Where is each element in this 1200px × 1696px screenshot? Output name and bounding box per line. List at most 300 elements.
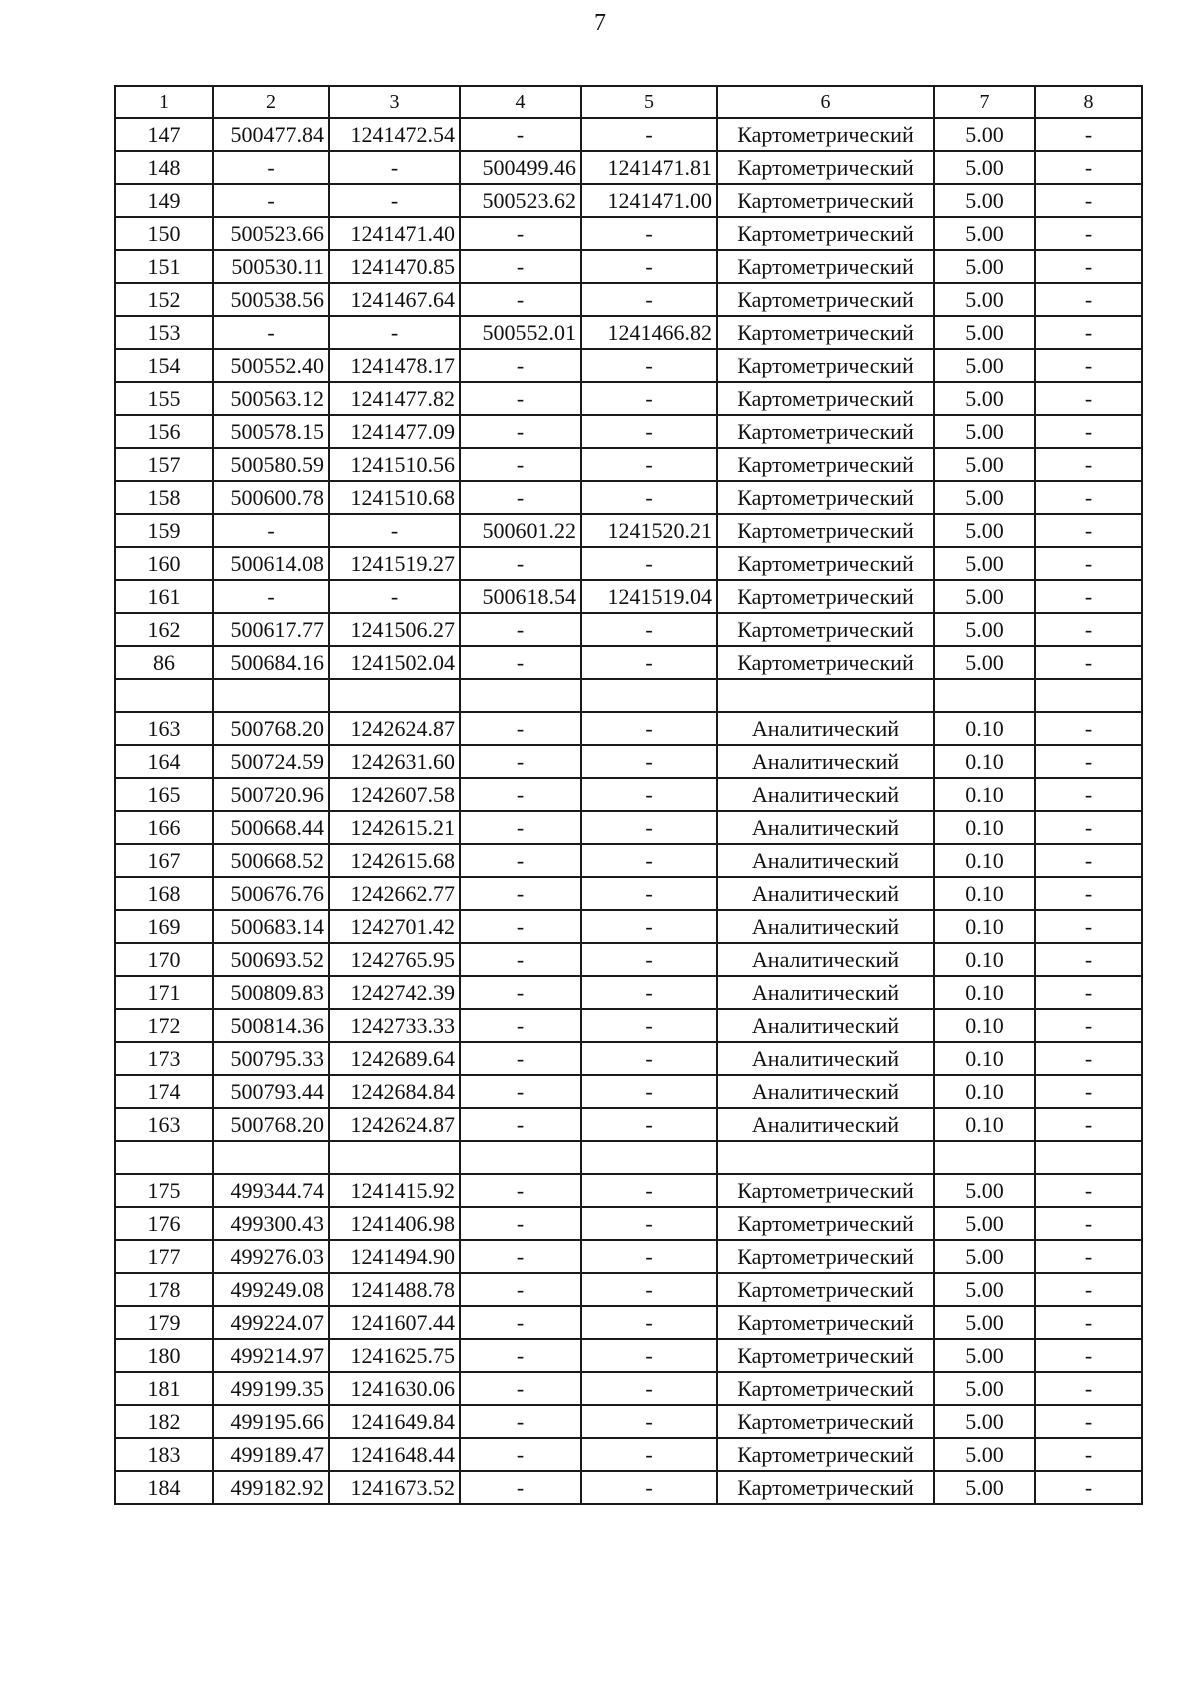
cell-accuracy: 5.00	[934, 151, 1035, 184]
table-row	[115, 481, 1142, 514]
cell-accuracy: 0.10	[934, 844, 1035, 877]
cell-method: Аналитический	[717, 778, 934, 811]
column-header-4: 4	[460, 86, 581, 118]
cell-method: Картометрический	[717, 514, 934, 547]
cell-method: Картометрический	[717, 1207, 934, 1240]
cell-point-number: 86	[115, 646, 213, 679]
cell-accuracy: 5.00	[934, 316, 1035, 349]
cell-note: -	[1035, 943, 1142, 976]
cell-x-alt-coordinate: -	[460, 1306, 581, 1339]
cell-accuracy: 5.00	[934, 184, 1035, 217]
cell-point-number: 168	[115, 877, 213, 910]
cell-y-alt-coordinate: -	[581, 943, 717, 976]
cell-x-alt-coordinate: -	[460, 877, 581, 910]
cell-note: -	[1035, 910, 1142, 943]
table-row	[115, 349, 1142, 382]
cell-x-alt-coordinate: -	[460, 250, 581, 283]
cell-x-coordinate: 500693.52	[213, 943, 329, 976]
cell-y-alt-coordinate: -	[581, 877, 717, 910]
cell-note: -	[1035, 811, 1142, 844]
cell-y-alt-coordinate: -	[581, 1075, 717, 1108]
cell-method: Картометрический	[717, 1240, 934, 1273]
cell-x-coordinate: 500724.59	[213, 745, 329, 778]
cell-y-alt-coordinate: 1241466.82	[581, 316, 717, 349]
cell-y-coordinate: -	[329, 580, 460, 613]
table-row	[115, 283, 1142, 316]
cell-note: -	[1035, 448, 1142, 481]
cell-method: Картометрический	[717, 184, 934, 217]
cell-method: Аналитический	[717, 877, 934, 910]
cell-point-number: 153	[115, 316, 213, 349]
cell-accuracy: 5.00	[934, 1306, 1035, 1339]
cell-y-coordinate: 1242607.58	[329, 778, 460, 811]
table-row	[115, 712, 1142, 745]
cell-accuracy: 5.00	[934, 1240, 1035, 1273]
cell-method: Картометрический	[717, 1174, 934, 1207]
column-header-3: 3	[329, 86, 460, 118]
cell-method: Картометрический	[717, 613, 934, 646]
column-header-1: 1	[115, 86, 213, 118]
cell-method: Картометрический	[717, 1471, 934, 1504]
cell-accuracy: 5.00	[934, 118, 1035, 151]
cell-y-coordinate: 1241415.92	[329, 1174, 460, 1207]
cell-method: Картометрический	[717, 547, 934, 580]
table-row	[115, 943, 1142, 976]
cell-point-number: 178	[115, 1273, 213, 1306]
cell-method: Аналитический	[717, 1009, 934, 1042]
cell-y-alt-coordinate: -	[581, 976, 717, 1009]
cell-note: -	[1035, 976, 1142, 1009]
table-row	[115, 217, 1142, 250]
cell-point-number: 150	[115, 217, 213, 250]
cell-note: -	[1035, 1009, 1142, 1042]
cell-y-alt-coordinate: -	[581, 811, 717, 844]
cell-x-alt-coordinate: -	[460, 712, 581, 745]
cell-note: -	[1035, 316, 1142, 349]
cell-y-alt-coordinate: -	[581, 1240, 717, 1273]
cell-y-coordinate: 1241510.68	[329, 481, 460, 514]
cell-y-alt-coordinate: -	[581, 1009, 717, 1042]
cell-x-coordinate: 500684.16	[213, 646, 329, 679]
cell-x-alt-coordinate: -	[460, 778, 581, 811]
table-row	[115, 1042, 1142, 1075]
cell-y-alt-coordinate: -	[581, 1372, 717, 1405]
cell-x-alt-coordinate: -	[460, 448, 581, 481]
cell-note: -	[1035, 613, 1142, 646]
cell-x-coordinate: 500614.08	[213, 547, 329, 580]
table-row	[115, 1075, 1142, 1108]
cell-note: -	[1035, 646, 1142, 679]
cell-x-alt-coordinate: 500523.62	[460, 184, 581, 217]
cell-method: Картометрический	[717, 580, 934, 613]
cell-method: Картометрический	[717, 415, 934, 448]
cell-y-coordinate: 1242689.64	[329, 1042, 460, 1075]
column-header-8: 8	[1035, 86, 1142, 118]
cell-y-coordinate: 1241470.85	[329, 250, 460, 283]
table-row	[115, 811, 1142, 844]
cell-note: -	[1035, 481, 1142, 514]
cell-x-coordinate: 500578.15	[213, 415, 329, 448]
cell-y-coordinate: 1241630.06	[329, 1372, 460, 1405]
cell-accuracy: 5.00	[934, 1273, 1035, 1306]
table-row	[115, 844, 1142, 877]
cell-y-alt-coordinate: -	[581, 1207, 717, 1240]
cell-y-coordinate: -	[329, 151, 460, 184]
cell-x-coordinate: -	[213, 316, 329, 349]
cell-y-coordinate: 1242684.84	[329, 1075, 460, 1108]
cell-accuracy: 0.10	[934, 745, 1035, 778]
cell-x-coordinate: 500814.36	[213, 1009, 329, 1042]
cell-accuracy: 5.00	[934, 283, 1035, 316]
cell-y-alt-coordinate: -	[581, 613, 717, 646]
cell-y-alt-coordinate: -	[581, 382, 717, 415]
cell-method: Аналитический	[717, 910, 934, 943]
cell-y-alt-coordinate: -	[581, 844, 717, 877]
cell-x-coordinate: 500768.20	[213, 712, 329, 745]
table-row	[115, 448, 1142, 481]
cell-accuracy: 5.00	[934, 349, 1035, 382]
table-row	[115, 613, 1142, 646]
cell-y-alt-coordinate: 1241471.81	[581, 151, 717, 184]
cell-x-coordinate: 499182.92	[213, 1471, 329, 1504]
table-row	[115, 1405, 1142, 1438]
cell-y-coordinate: 1241478.17	[329, 349, 460, 382]
cell-x-coordinate: 500668.44	[213, 811, 329, 844]
cell-note: -	[1035, 745, 1142, 778]
cell-accuracy: 0.10	[934, 1042, 1035, 1075]
cell-note	[1035, 679, 1142, 712]
cell-x-alt-coordinate: -	[460, 910, 581, 943]
cell-note: -	[1035, 1207, 1142, 1240]
cell-note: -	[1035, 514, 1142, 547]
cell-method	[717, 679, 934, 712]
cell-y-coordinate: 1241673.52	[329, 1471, 460, 1504]
cell-y-alt-coordinate: -	[581, 745, 717, 778]
cell-accuracy	[934, 679, 1035, 712]
cell-accuracy: 5.00	[934, 217, 1035, 250]
cell-x-alt-coordinate: -	[460, 646, 581, 679]
cell-y-coordinate: 1242631.60	[329, 745, 460, 778]
cell-y-coordinate: 1241477.82	[329, 382, 460, 415]
cell-y-alt-coordinate: -	[581, 283, 717, 316]
cell-note	[1035, 1141, 1142, 1174]
cell-accuracy: 0.10	[934, 811, 1035, 844]
cell-point-number: 176	[115, 1207, 213, 1240]
cell-note: -	[1035, 151, 1142, 184]
cell-point-number: 181	[115, 1372, 213, 1405]
cell-y-coordinate: -	[329, 184, 460, 217]
cell-method: Картометрический	[717, 1405, 934, 1438]
cell-y-coordinate: 1242662.77	[329, 877, 460, 910]
table-row	[115, 1009, 1142, 1042]
cell-point-number: 159	[115, 514, 213, 547]
cell-y-coordinate: 1241519.27	[329, 547, 460, 580]
cell-y-coordinate: 1241488.78	[329, 1273, 460, 1306]
cell-method: Аналитический	[717, 1042, 934, 1075]
cell-accuracy: 5.00	[934, 646, 1035, 679]
cell-note: -	[1035, 547, 1142, 580]
cell-point-number: 166	[115, 811, 213, 844]
cell-y-alt-coordinate: -	[581, 646, 717, 679]
cell-x-coordinate	[213, 679, 329, 712]
cell-accuracy: 0.10	[934, 1075, 1035, 1108]
cell-x-alt-coordinate	[460, 1141, 581, 1174]
cell-x-coordinate: 500676.76	[213, 877, 329, 910]
cell-y-coordinate: 1242624.87	[329, 712, 460, 745]
table-body	[115, 86, 1142, 1504]
cell-x-alt-coordinate: -	[460, 1075, 581, 1108]
cell-point-number	[115, 1141, 213, 1174]
cell-point-number: 174	[115, 1075, 213, 1108]
table-row	[115, 514, 1142, 547]
cell-note: -	[1035, 877, 1142, 910]
cell-x-alt-coordinate: -	[460, 547, 581, 580]
table-row	[115, 1438, 1142, 1471]
cell-x-coordinate: 499300.43	[213, 1207, 329, 1240]
cell-x-coordinate: -	[213, 184, 329, 217]
cell-y-coordinate: -	[329, 316, 460, 349]
cell-point-number: 149	[115, 184, 213, 217]
cell-accuracy: 5.00	[934, 1471, 1035, 1504]
cell-method: Аналитический	[717, 712, 934, 745]
cell-y-alt-coordinate	[581, 679, 717, 712]
coordinates-table	[114, 85, 1143, 1505]
cell-y-coordinate	[329, 679, 460, 712]
cell-y-alt-coordinate: -	[581, 1405, 717, 1438]
cell-accuracy: 5.00	[934, 415, 1035, 448]
cell-method: Аналитический	[717, 844, 934, 877]
cell-y-alt-coordinate: -	[581, 778, 717, 811]
column-header-6: 6	[717, 86, 934, 118]
table-row	[115, 316, 1142, 349]
cell-method: Картометрический	[717, 646, 934, 679]
cell-note: -	[1035, 250, 1142, 283]
cell-point-number: 173	[115, 1042, 213, 1075]
cell-method: Картометрический	[717, 151, 934, 184]
cell-x-alt-coordinate: 500618.54	[460, 580, 581, 613]
cell-x-coordinate: 499276.03	[213, 1240, 329, 1273]
cell-x-coordinate: 500600.78	[213, 481, 329, 514]
cell-point-number: 177	[115, 1240, 213, 1273]
cell-method: Картометрический	[717, 118, 934, 151]
table-row	[115, 547, 1142, 580]
cell-y-alt-coordinate: -	[581, 448, 717, 481]
cell-point-number: 171	[115, 976, 213, 1009]
cell-x-alt-coordinate: -	[460, 1471, 581, 1504]
cell-accuracy: 5.00	[934, 1174, 1035, 1207]
table-row	[115, 976, 1142, 1009]
cell-y-coordinate: 1241472.54	[329, 118, 460, 151]
cell-x-alt-coordinate: -	[460, 481, 581, 514]
cell-x-alt-coordinate: -	[460, 283, 581, 316]
page-number: 7	[594, 10, 606, 36]
cell-x-alt-coordinate: -	[460, 217, 581, 250]
table-row	[115, 1471, 1142, 1504]
cell-point-number: 165	[115, 778, 213, 811]
cell-x-coordinate: 500530.11	[213, 250, 329, 283]
table-separator-row	[115, 679, 1142, 712]
cell-method: Картометрический	[717, 448, 934, 481]
cell-x-alt-coordinate: 500552.01	[460, 316, 581, 349]
cell-x-alt-coordinate: -	[460, 1207, 581, 1240]
cell-method: Картометрический	[717, 316, 934, 349]
cell-x-alt-coordinate: -	[460, 1339, 581, 1372]
cell-point-number: 183	[115, 1438, 213, 1471]
cell-x-coordinate	[213, 1141, 329, 1174]
cell-method: Картометрический	[717, 283, 934, 316]
cell-method: Картометрический	[717, 481, 934, 514]
cell-point-number: 175	[115, 1174, 213, 1207]
cell-point-number: 158	[115, 481, 213, 514]
cell-x-coordinate: -	[213, 151, 329, 184]
cell-point-number: 154	[115, 349, 213, 382]
cell-method: Картометрический	[717, 1372, 934, 1405]
cell-y-coordinate: 1242615.68	[329, 844, 460, 877]
cell-y-coordinate: 1241406.98	[329, 1207, 460, 1240]
cell-x-coordinate: 500683.14	[213, 910, 329, 943]
cell-y-alt-coordinate: -	[581, 1471, 717, 1504]
cell-note: -	[1035, 712, 1142, 745]
cell-note: -	[1035, 1471, 1142, 1504]
cell-point-number: 147	[115, 118, 213, 151]
cell-x-coordinate: 499344.74	[213, 1174, 329, 1207]
cell-point-number: 180	[115, 1339, 213, 1372]
table-row	[115, 745, 1142, 778]
cell-note: -	[1035, 415, 1142, 448]
cell-y-alt-coordinate: -	[581, 1108, 717, 1141]
cell-accuracy: 5.00	[934, 1438, 1035, 1471]
table-row	[115, 1207, 1142, 1240]
cell-accuracy: 5.00	[934, 580, 1035, 613]
table-row	[115, 1108, 1142, 1141]
table-row	[115, 1372, 1142, 1405]
cell-point-number: 161	[115, 580, 213, 613]
cell-x-coordinate: 500793.44	[213, 1075, 329, 1108]
table-row	[115, 1306, 1142, 1339]
cell-x-alt-coordinate	[460, 679, 581, 712]
cell-y-coordinate: 1241625.75	[329, 1339, 460, 1372]
cell-point-number: 162	[115, 613, 213, 646]
cell-note: -	[1035, 1108, 1142, 1141]
cell-y-coordinate: 1241648.44	[329, 1438, 460, 1471]
cell-y-coordinate: 1241506.27	[329, 613, 460, 646]
table-row	[115, 1240, 1142, 1273]
cell-note: -	[1035, 217, 1142, 250]
table-row	[115, 184, 1142, 217]
table-row	[115, 1174, 1142, 1207]
cell-x-alt-coordinate: -	[460, 1372, 581, 1405]
cell-method: Картометрический	[717, 1273, 934, 1306]
table-row	[115, 646, 1142, 679]
cell-accuracy: 0.10	[934, 1108, 1035, 1141]
cell-y-coordinate: 1241649.84	[329, 1405, 460, 1438]
cell-point-number: 151	[115, 250, 213, 283]
cell-method: Аналитический	[717, 1075, 934, 1108]
table-row	[115, 151, 1142, 184]
cell-y-alt-coordinate: -	[581, 910, 717, 943]
table-row	[115, 1339, 1142, 1372]
cell-point-number: 179	[115, 1306, 213, 1339]
cell-x-alt-coordinate: -	[460, 1405, 581, 1438]
cell-x-coordinate: -	[213, 580, 329, 613]
cell-accuracy: 5.00	[934, 613, 1035, 646]
cell-note: -	[1035, 1174, 1142, 1207]
cell-point-number: 164	[115, 745, 213, 778]
cell-point-number: 156	[115, 415, 213, 448]
cell-x-coordinate: 499224.07	[213, 1306, 329, 1339]
cell-point-number: 160	[115, 547, 213, 580]
cell-accuracy: 0.10	[934, 1009, 1035, 1042]
cell-x-alt-coordinate: -	[460, 1438, 581, 1471]
cell-x-coordinate: 499189.47	[213, 1438, 329, 1471]
cell-accuracy: 0.10	[934, 712, 1035, 745]
cell-y-alt-coordinate: -	[581, 217, 717, 250]
cell-x-alt-coordinate: -	[460, 1273, 581, 1306]
cell-accuracy: 0.10	[934, 943, 1035, 976]
cell-x-coordinate: 500720.96	[213, 778, 329, 811]
cell-point-number: 163	[115, 712, 213, 745]
table-row	[115, 877, 1142, 910]
cell-x-coordinate: 500809.83	[213, 976, 329, 1009]
cell-method: Картометрический	[717, 217, 934, 250]
table-row	[115, 415, 1142, 448]
cell-accuracy: 0.10	[934, 910, 1035, 943]
cell-y-coordinate: 1241510.56	[329, 448, 460, 481]
cell-x-alt-coordinate: -	[460, 976, 581, 1009]
cell-note: -	[1035, 1438, 1142, 1471]
cell-point-number: 148	[115, 151, 213, 184]
cell-accuracy: 0.10	[934, 778, 1035, 811]
cell-y-alt-coordinate: -	[581, 481, 717, 514]
cell-accuracy: 5.00	[934, 1339, 1035, 1372]
cell-y-alt-coordinate: -	[581, 1042, 717, 1075]
cell-y-coordinate: 1241467.64	[329, 283, 460, 316]
cell-x-alt-coordinate: -	[460, 415, 581, 448]
table-row	[115, 778, 1142, 811]
cell-note: -	[1035, 1339, 1142, 1372]
cell-note: -	[1035, 778, 1142, 811]
cell-y-alt-coordinate: -	[581, 1438, 717, 1471]
cell-x-alt-coordinate: -	[460, 1042, 581, 1075]
cell-x-alt-coordinate: -	[460, 613, 581, 646]
cell-method: Картометрический	[717, 1339, 934, 1372]
cell-y-alt-coordinate: -	[581, 349, 717, 382]
cell-note: -	[1035, 184, 1142, 217]
cell-method: Картометрический	[717, 382, 934, 415]
cell-x-coordinate: 500477.84	[213, 118, 329, 151]
cell-x-coordinate: 499214.97	[213, 1339, 329, 1372]
cell-note: -	[1035, 1405, 1142, 1438]
cell-y-alt-coordinate: -	[581, 1339, 717, 1372]
table-row	[115, 1273, 1142, 1306]
cell-point-number: 152	[115, 283, 213, 316]
cell-y-alt-coordinate: 1241519.04	[581, 580, 717, 613]
cell-point-number: 163	[115, 1108, 213, 1141]
table-separator-row	[115, 1141, 1142, 1174]
cell-note: -	[1035, 1306, 1142, 1339]
cell-x-alt-coordinate: -	[460, 1174, 581, 1207]
cell-note: -	[1035, 1273, 1142, 1306]
cell-method: Аналитический	[717, 976, 934, 1009]
cell-method	[717, 1141, 934, 1174]
cell-x-alt-coordinate: -	[460, 943, 581, 976]
cell-note: -	[1035, 283, 1142, 316]
cell-method: Аналитический	[717, 745, 934, 778]
cell-y-coordinate: 1242733.33	[329, 1009, 460, 1042]
cell-x-alt-coordinate: -	[460, 1009, 581, 1042]
cell-x-coordinate: 500580.59	[213, 448, 329, 481]
cell-y-coordinate: 1242615.21	[329, 811, 460, 844]
